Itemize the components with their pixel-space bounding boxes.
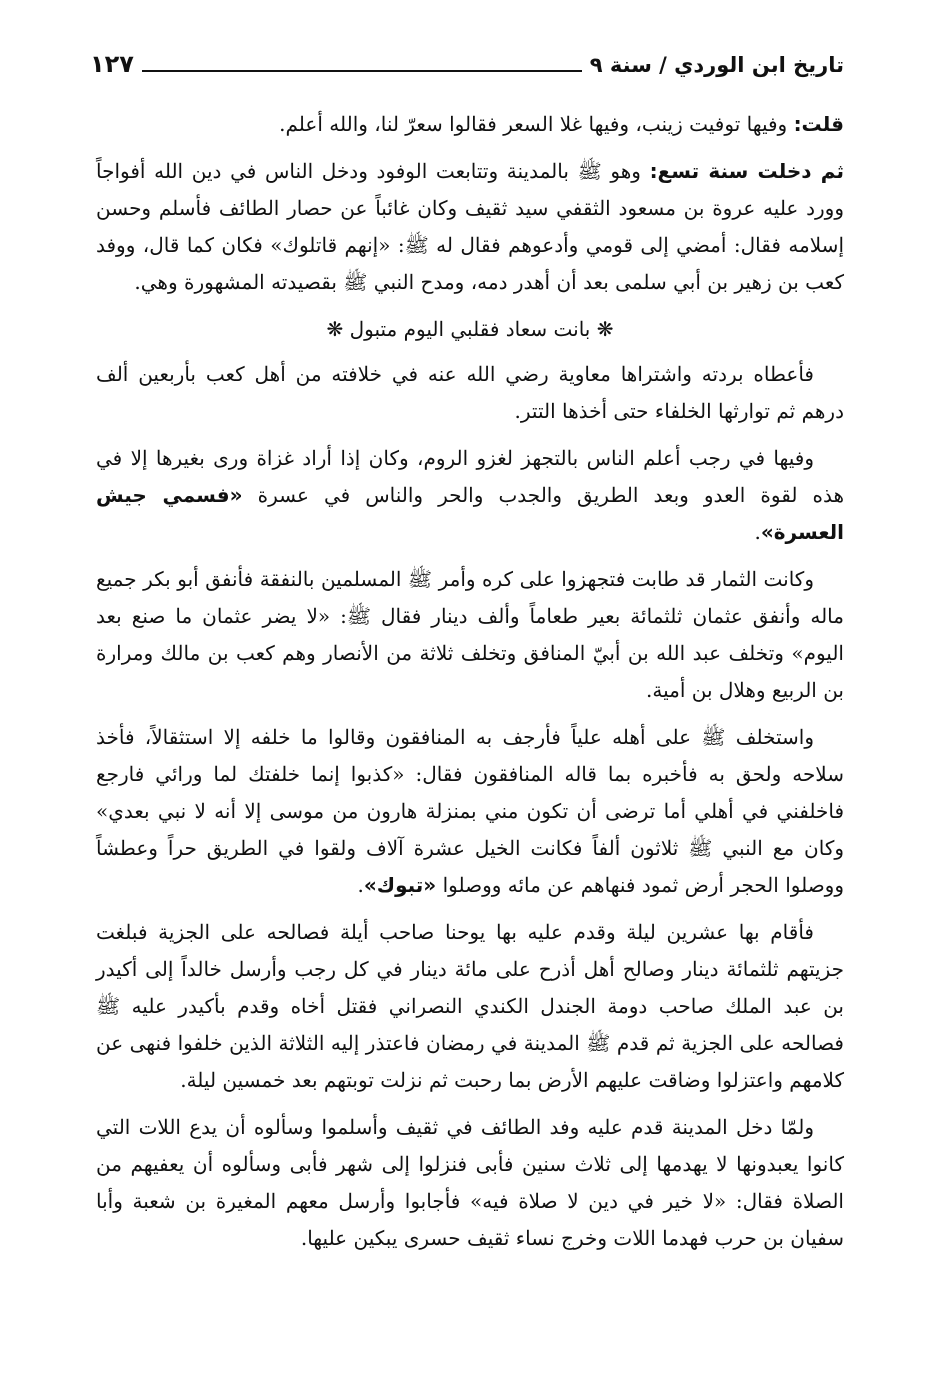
running-title: تاريخ ابن الوردي / سنة ٩ [589,53,844,77]
paragraph-year-nine [96,153,844,301]
paragraph-tail: . [754,520,761,544]
bold-phrase: «فسمي جيش العسرة» [96,483,844,544]
paragraph-lead: قلت: [793,112,844,136]
paragraph-qultu [96,106,844,143]
paragraph-taif-delegation [96,1109,844,1257]
verse-text: بانت سعاد فقلبي اليوم متبول [349,317,591,341]
verse-star-icon: ❋ [596,317,614,341]
verse-star-icon: ❋ [326,317,344,341]
paragraph-text: وفيها في رجب أعلم الناس بالتجهز لغزو الروم، وكان إذا أراد غزاة ورى بغيرها إلا في هذه لقوة العدو وبعد الطريق والجدب والحر والناس في عسرة [96,446,845,507]
paragraph-fruits [96,561,844,709]
paragraph-tail: . [357,873,364,897]
page-number: ١٢٧ [90,50,134,78]
paragraph-text: ولمّا دخل المدينة قدم عليه وفد الطائف في ثقيف وأسلموا وسألوه أن يدع اللات التي كانوا يعبدونها لا يهدمها إلى ثلاث سنين فأبى فنزلوا إلى شهر فأبى وسألوه أن يعفيهم من الصلاة فقال: «لا خير في دين لا صلاة فيه» فأجابوا وأرسل معهم المغيرة بن شعبة وأبا سفيان بن حرب فهدما اللات وخرج نساء ثقيف حسرى يبكين عليها. [96,1115,844,1250]
header-rule [142,70,582,72]
paragraph-rajab [96,440,844,551]
paragraph-text: فأعطاه بردته واشتراها معاوية رضي الله عنه في خلافته من أهل كعب بأربعين ألف درهم ثم توارثها الخلفاء حتى أخذها التتر. [96,362,844,423]
bold-phrase: «تبوك» [363,873,437,897]
paragraph-burda [96,356,844,430]
poem-verse [96,311,844,348]
paragraph-text: فأقام بها عشرين ليلة وقدم عليه بها يوحنا صاحب أيلة فصالحه على الجزية فبلغت جزيتهم ثلثمائة دينار وصالح أهل أذرح على مائة دينار في كل رجب وأرسل خالداً إلى أكيدر بن عبد الملك صاحب دومة الجندل الكندي النصراني فقتل أخاه وقدم بأكيدر عليه ﷺ فصالحه على الجزية ثم قدم ﷺ المدينة في رمضان فاعتذر إليه الثلاثة الذين خلفوا فنهى عن كلامهم واعتزلوا وضاقت عليهم الأرض بما رحبت ثم نزلت توبتهم بعد خمسين ليلة. [96,920,844,1092]
paragraph-text: واستخلف ﷺ على أهله علياً فأرجف به المنافقون وقالوا ما خلفه إلا استثقالاً، فأخذ سلاحه ولحق به فأخبره بما قاله المنافقون فقال: «كذبوا إنما خلفتك لما ورائي فارجع فاخلفني في أهلي أما ترضى أن تكون مني بمنزلة هارون من موسى إلا أنه لا نبي بعدي» وكان مع النبي ﷺ ثلاثون ألفاً فكانت الخيل عشرة آلاف ولقوا في الطريق حراً وعطشاً ووصلوا الحجر أرض ثمود فنهاهم عن مائه ووصلوا [96,725,844,897]
paragraph-text: وكانت الثمار قد طابت فتجهزوا على كره وأمر ﷺ المسلمين بالنفقة فأنفق أبو بكر جميع ماله وأنفق عثمان ثلثمائة بعير طعاماً وألف دينار فقال ﷺ: «لا يضر عثمان ما صنع بعد اليوم» وتخلف عبد الله بن أبيّ المنافق وتخلف ثلاثة من الأنصار وهم كعب بن مالك ومرارة بن الربيع وهلال بن أمية. [96,567,844,702]
paragraph-tabuk-stay [96,914,844,1099]
paragraph-text: وهو ﷺ بالمدينة وتتابعت الوفود ودخل الناس في دين الله أفواجاً وورد عليه عروة بن مسعود الثقفي سيد ثقيف وكان غائباً عن حصار الطائف فأسلم وحسن إسلامه فقال: أمضي إلى قومي وأدعوهم فقال له ﷺ: «إنهم قاتلوك» فكان كما قال، ووفد كعب بن زهير بن أبي سلمى بعد أن أهدر دمه، ومدح النبي ﷺ بقصيدته المشهورة وهي. [96,159,844,294]
paragraph-istikhlaf [96,719,844,904]
page-body [96,106,844,1267]
paragraph-text: وفيها توفيت زينب، وفيها غلا السعر فقالوا سعرّ لنا، والله أعلم. [279,112,794,136]
running-header [90,42,844,76]
paragraph-lead: ثم دخلت سنة تسع: [649,159,844,183]
